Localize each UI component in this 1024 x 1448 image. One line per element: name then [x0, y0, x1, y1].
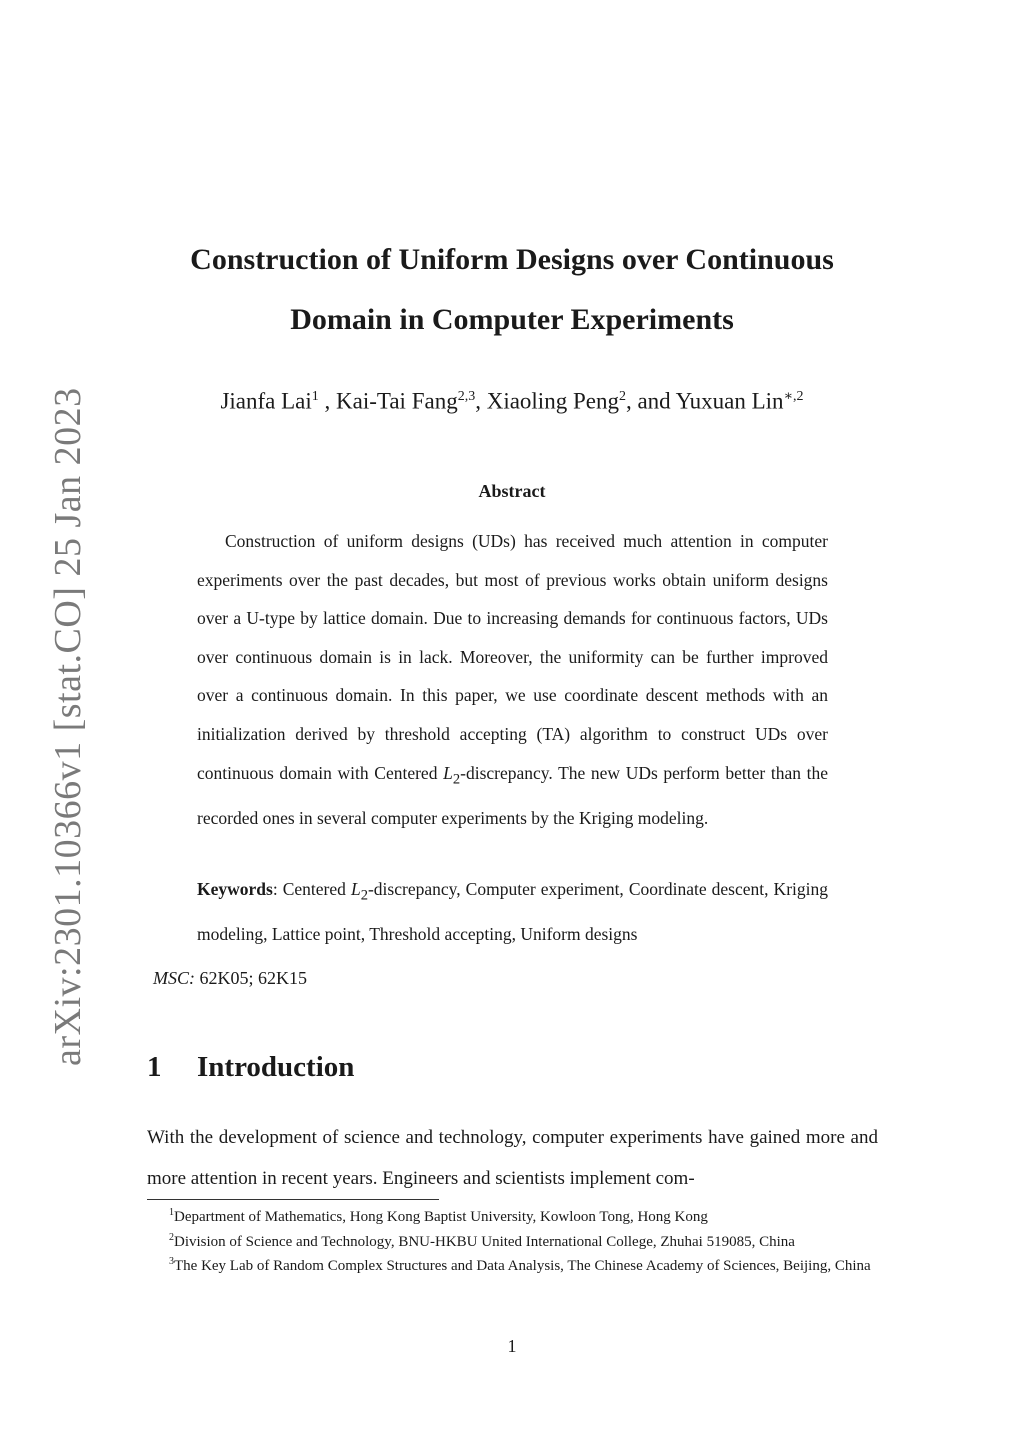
abstract-text: [197, 522, 828, 837]
author-name: Yuxuan Lin: [675, 388, 784, 414]
author-name: Jianfa Lai: [220, 388, 312, 414]
footnote-text: The Key Lab of Random Complex Structures and Data Analysis, The Chinese Academy of Sciences, Beijing, China: [174, 1258, 871, 1274]
footnote-mark: 2: [169, 1231, 174, 1243]
section-title: Introduction: [197, 1051, 355, 1083]
section-number: 1: [147, 1051, 162, 1083]
keywords-label: Keywords: [197, 879, 273, 899]
keywords-text-part: : Centered: [272, 879, 351, 899]
section-heading: [147, 1051, 354, 1084]
title-line-2: Domain in Computer Experiments: [290, 303, 734, 336]
author-separator: ,: [318, 388, 337, 414]
arxiv-identifier-stamp: arXiv:2301.10366v1 [stat.CO] 25 Jan 2023: [47, 387, 89, 1066]
math-subscript: 2: [360, 887, 368, 904]
footnote: [147, 1203, 878, 1228]
msc-classification: [153, 968, 307, 989]
footnote: [147, 1228, 878, 1253]
footnote: [147, 1252, 878, 1277]
keywords-text-part: -discrepancy, Computer experiment, Coordinate descent, Kriging modeling, Lattice point, Threshold accepting, Uniform designs: [197, 879, 828, 945]
author-affiliation-mark: 2: [618, 389, 626, 404]
author-separator: ,: [475, 388, 487, 414]
footnote-mark: 1: [169, 1207, 174, 1218]
abstract-heading: Abstract: [478, 481, 546, 501]
footnote-mark: 3: [169, 1256, 174, 1267]
footnote-text: Department of Mathematics, Hong Kong Baptist University, Kowloon Tong, Hong Kong: [174, 1209, 708, 1225]
author-separator: , and: [625, 388, 676, 414]
keywords-paragraph: [197, 870, 828, 954]
footnotes: [147, 1203, 878, 1277]
author-name: Kai-Tai Fang: [336, 388, 458, 414]
author-name: Xiaoling Peng: [486, 388, 619, 414]
math-subscript: 2: [452, 771, 461, 788]
paper-title: [120, 230, 904, 350]
author-affiliation-mark: 1: [311, 389, 319, 404]
introduction-text: With the development of science and technology, computer experiments have gained more and more attention in recent years. Engineers and scientists implement com-: [147, 1127, 878, 1189]
author-affiliation-mark: 2,3: [457, 389, 476, 404]
math-symbol-l: L: [350, 879, 361, 899]
page-number: 1: [507, 1336, 517, 1356]
author-list: [120, 388, 904, 415]
math-symbol-l: L: [443, 762, 453, 783]
abstract-text-part: -discrepancy. The new UDs perform better than the recorded ones in several computer experiments by the Kriging modeling.: [197, 762, 828, 828]
footnote-divider: [147, 1199, 439, 1200]
msc-codes: 62K05; 62K15: [195, 968, 307, 988]
author-affiliation-mark: ∗,2: [783, 389, 804, 404]
msc-label: MSC:: [153, 968, 195, 988]
footnote-text: Division of Science and Technology, BNU-HKBU United International College, Zhuhai 519085, China: [174, 1233, 795, 1250]
abstract-text-part: Construction of uniform designs (UDs) has received much attention in computer experiments over the past decades, but most of previous works obtain uniform designs over a U-type by lattice domain. Due to increasing demands for continuous factors, UDs over continuous domain is in lack. Moreover, the uniformity can be further improved over a continuous domain. In this paper, we use coordinate descent methods with an initialization derived by threshold accepting (TA) algorithm to construct UDs over continuous domain with Centered: [197, 531, 828, 783]
title-line-1: Construction of Uniform Designs over Continuous: [190, 243, 834, 276]
